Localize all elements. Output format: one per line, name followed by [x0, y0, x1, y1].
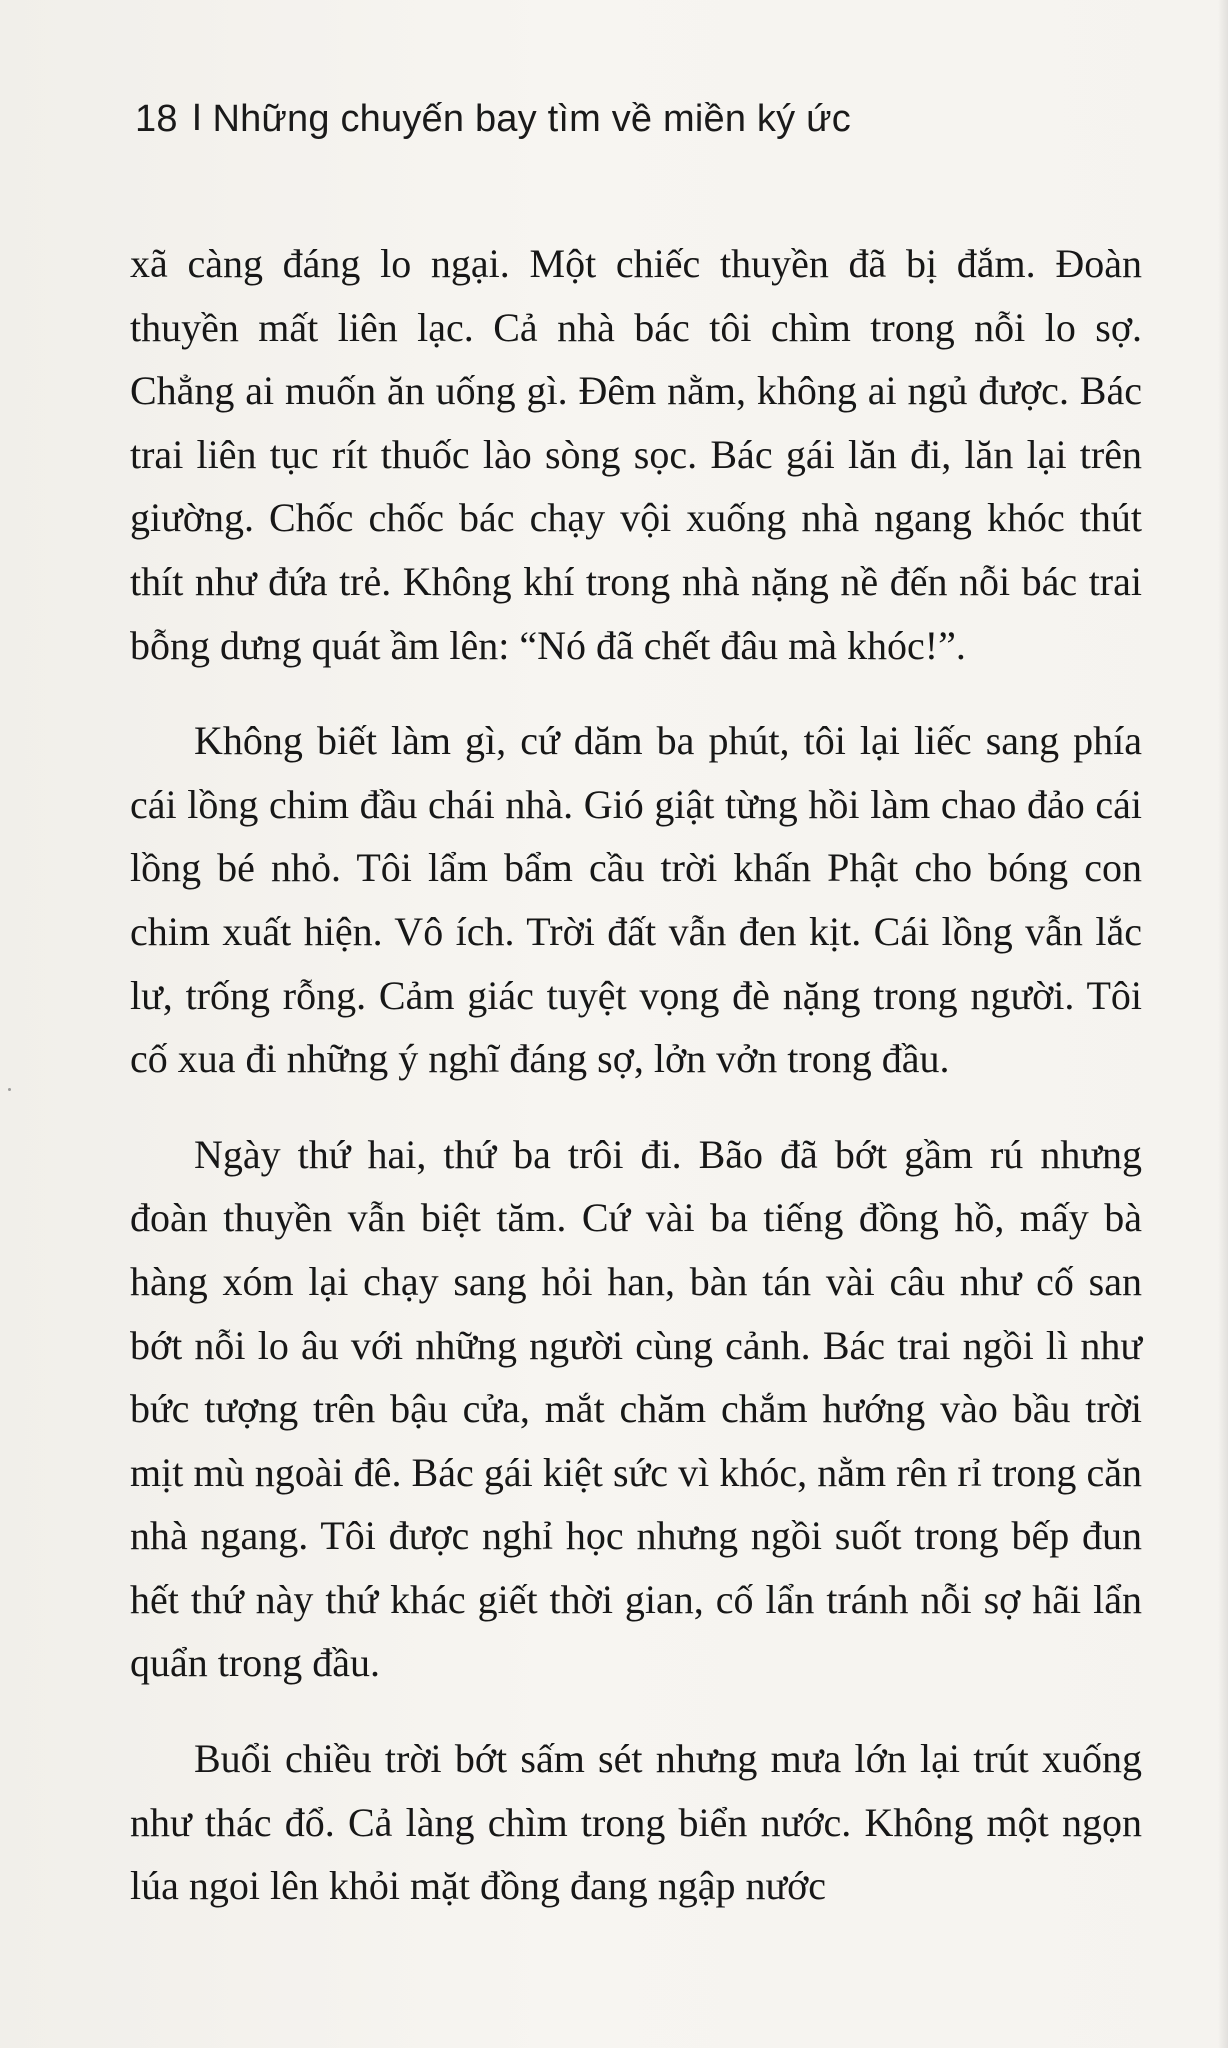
paragraph-1: xã càng đáng lo ngại. Một chiếc thuyền đã bị đắm. Đoàn thuyền mất liên lạc. Cả nhà bác tôi chìm trong nỗi lo sợ. Chẳng ai muốn ăn uống gì. Đêm nằm, không ai ngủ được. Bác trai liên tục rít thuốc lào sòng sọc. Bác gái lăn đi, lăn lại trên giường. Chốc chốc bác chạy vội xuống nhà ngang khóc thút thít như đứa trẻ. Không khí trong nhà nặng nề đến nỗi bác trai bỗng dưng quát ầm lên: “Nó đã chết đâu mà khóc!”.	[130, 241, 1142, 668]
paragraph-3: Ngày thứ hai, thứ ba trôi đi. Bão đã bớt gầm rú nhưng đoàn thuyền vẫn biệt tăm. Cứ vài ba tiếng đồng hồ, mấy bà hàng xóm lại chạy sang hỏi han, bàn tán vài câu như cố san bớt nỗi lo âu với những người cùng cảnh. Bác trai ngồi lì như bức tượng trên bậu cửa, mắt chăm chắm hướng vào bầu trời mịt mù ngoài đê. Bác gái kiệt sức vì khóc, nằm rên rỉ trong căn nhà ngang. Tôi được nghỉ học nhưng ngồi suốt trong bếp đun hết thứ này thứ khác giết thời gian, cố lẩn tránh nỗi sợ hãi lẩn quẩn trong đầu.	[130, 1131, 1142, 1686]
body-text	[130, 232, 1142, 1918]
paper-speck	[8, 1088, 11, 1091]
paragraph-4: Buổi chiều trời bớt sấm sét nhưng mưa lớn lại trút xuống như thác đổ. Cả làng chìm trong biển nước. Không một ngọn lúa ngoi lên khỏi mặt đồng đang ngập nước	[130, 1736, 1142, 1909]
page-edge-shadow	[1218, 0, 1228, 2048]
paragraph-2: Không biết làm gì, cứ dăm ba phút, tôi lại liếc sang phía cái lồng chim đầu chái nhà. Gió giật từng hồi làm chao đảo cái lồng bé nhỏ. Tôi lẩm bẩm cầu trời khấn Phật cho bóng con chim xuất hiện. Vô ích. Trời đất vẫn đen kịt. Cái lồng vẫn lắc lư, trống rỗng. Cảm giác tuyệt vọng đè nặng trong người. Tôi cố xua đi những ý nghĩ đáng sợ, lởn vởn trong đầu.	[130, 718, 1142, 1082]
header-separator: I	[191, 97, 203, 139]
running-header	[135, 98, 851, 141]
book-title: Những chuyến bay tìm về miền ký ức	[212, 98, 851, 140]
page-number: 18	[135, 98, 178, 140]
